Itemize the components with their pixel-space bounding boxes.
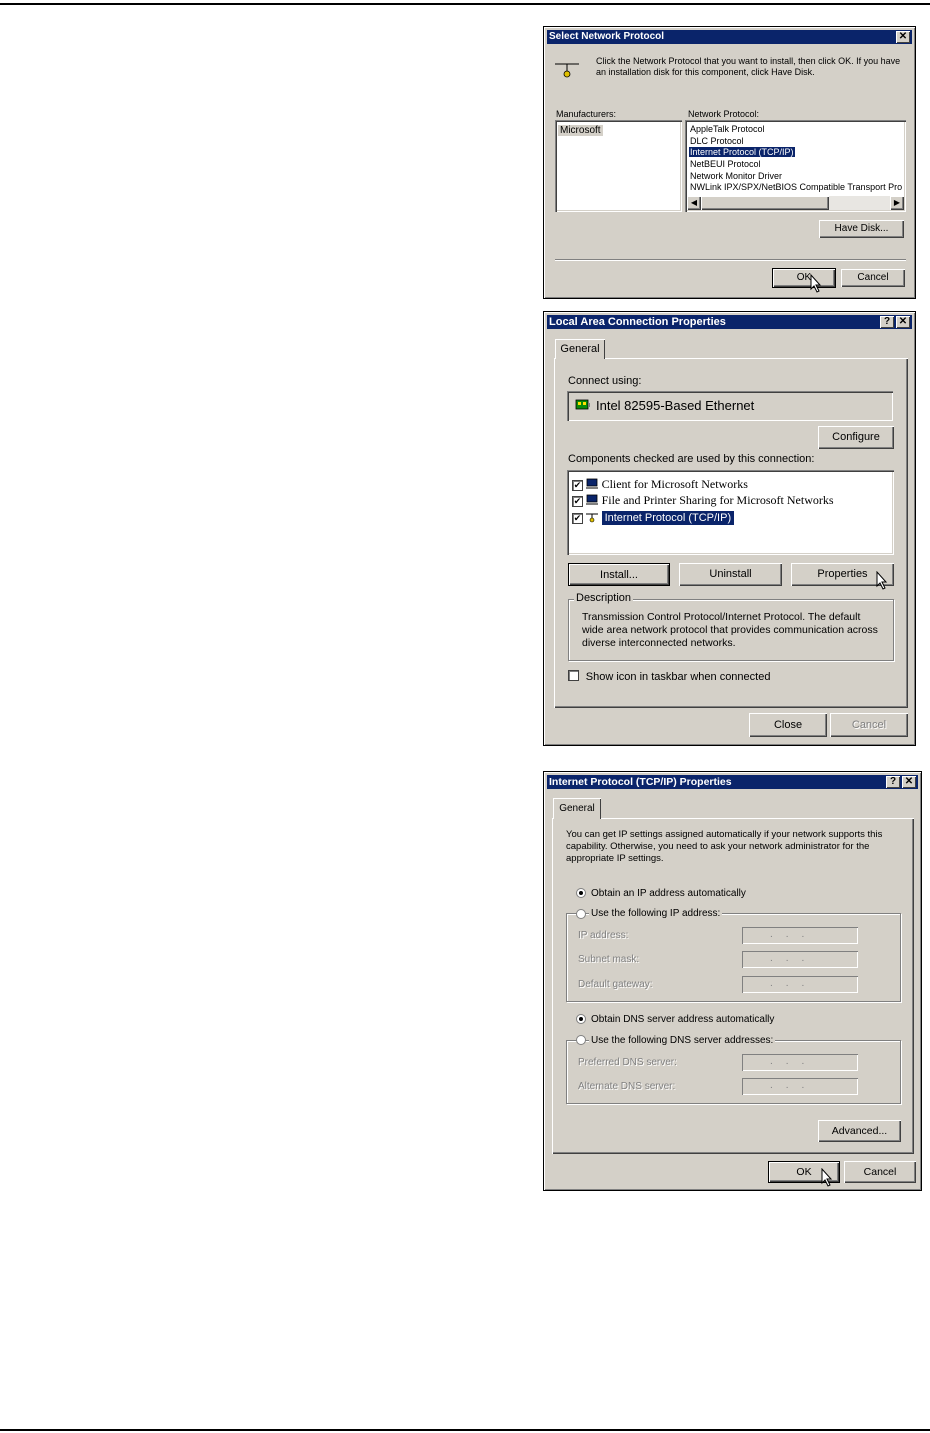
printer-sharing-icon: [585, 494, 599, 506]
help-icon[interactable]: ?: [886, 776, 900, 788]
local-area-connection-properties-dialog: [543, 311, 916, 746]
alternate-dns-label: Alternate DNS server:: [578, 1081, 676, 1092]
obtain-dns-radio[interactable]: [576, 1014, 586, 1024]
component-row-selected[interactable]: [573, 511, 734, 524]
ip-address-field[interactable]: ...: [742, 927, 858, 944]
close-button[interactable]: Close: [749, 713, 827, 737]
component-checkbox[interactable]: ✔: [573, 513, 582, 523]
scroll-thumb[interactable]: [701, 196, 829, 210]
select-network-protocol-dialog: [543, 26, 916, 299]
tcpip-properties-dialog: [543, 771, 922, 1191]
intro-text: You can get IP settings assigned automatically if your network supports this capability. Otherwise, you need to ask your network administrator for the appropriate IP settings.: [566, 829, 883, 864]
close-icon[interactable]: ✕: [902, 776, 916, 788]
separator: [555, 259, 906, 260]
component-label: Internet Protocol (TCP/IP): [602, 511, 735, 525]
uninstall-button[interactable]: Uninstall: [679, 563, 782, 586]
subnet-mask-label: Subnet mask:: [578, 954, 640, 965]
network-adapter-icon: [575, 398, 591, 412]
cancel-button[interactable]: Cancel: [844, 1161, 916, 1183]
adapter-name: Intel 82595-Based Ethernet: [596, 398, 755, 413]
advanced-button[interactable]: Advanced...: [818, 1120, 901, 1142]
ok-button[interactable]: OK: [772, 268, 836, 288]
horizontal-scrollbar[interactable]: [687, 196, 904, 210]
component-checkbox[interactable]: ✔: [573, 496, 582, 506]
network-protocol-icon: [585, 511, 599, 523]
adapter-field: [567, 391, 893, 421]
help-icon[interactable]: ?: [880, 316, 894, 328]
page-bottom-rule: [0, 1429, 930, 1431]
close-icon[interactable]: ✕: [896, 31, 910, 43]
tab-general[interactable]: General: [553, 798, 601, 819]
use-ip-label[interactable]: Use the following IP address:: [591, 908, 721, 919]
mouse-cursor-icon: [876, 571, 888, 590]
list-item[interactable]: AppleTalk Protocol: [690, 124, 765, 134]
dialog-title: Local Area Connection Properties: [549, 316, 726, 328]
selected-protocol: Internet Protocol (TCP/IP): [690, 147, 794, 157]
subnet-mask-field[interactable]: ...: [742, 951, 858, 968]
obtain-ip-radio[interactable]: [576, 888, 586, 898]
component-label: Client for Microsoft Networks: [601, 477, 748, 491]
components-list[interactable]: [567, 470, 894, 555]
list-item[interactable]: NWLink IPX/SPX/NetBIOS Compatible Transport Pro: [690, 182, 903, 192]
connect-using-label: Connect using:: [568, 375, 642, 387]
show-icon-checkbox-row[interactable]: [569, 671, 770, 683]
component-row[interactable]: [573, 477, 748, 492]
dialog-titlebar: [547, 775, 918, 789]
description-label: Description: [576, 592, 632, 604]
list-item[interactable]: Network Monitor Driver: [690, 171, 783, 181]
dialog-titlebar: [547, 30, 912, 44]
page-top-rule: [0, 3, 930, 5]
show-icon-checkbox[interactable]: [569, 671, 578, 680]
dialog-title: Select Network Protocol: [549, 31, 665, 42]
description-text: Transmission Control Protocol/Internet Protocol. The default wide area network protocol that provides communication across diverse interconnected networks.: [582, 611, 878, 649]
manufacturer-microsoft: Microsoft: [560, 125, 601, 136]
default-gateway-field[interactable]: ...: [742, 976, 858, 993]
cancel-button[interactable]: Cancel: [841, 269, 905, 287]
ip-address-label: IP address:: [578, 930, 629, 941]
dialog-titlebar: [547, 315, 912, 329]
have-disk-button[interactable]: Have Disk...: [819, 220, 904, 238]
preferred-dns-field[interactable]: ...: [742, 1054, 858, 1071]
dialog-title: Internet Protocol (TCP/IP) Properties: [549, 776, 732, 788]
protocol-list[interactable]: [685, 120, 906, 212]
network-protocol-icon: [553, 59, 581, 79]
component-label: File and Printer Sharing for Microsoft Networks: [601, 493, 834, 507]
cancel-button[interactable]: Cancel: [830, 713, 908, 737]
list-item[interactable]: DLC Protocol: [690, 136, 744, 146]
obtain-ip-label[interactable]: Obtain an IP address automatically: [591, 888, 746, 899]
use-dns-label[interactable]: Use the following DNS server addresses:: [591, 1035, 774, 1046]
manufacturers-list[interactable]: [555, 120, 682, 212]
components-label: Components checked are used by this connection:: [568, 453, 815, 465]
computer-icon: [585, 478, 599, 490]
mouse-cursor-icon: [810, 274, 822, 293]
component-row[interactable]: [573, 493, 834, 508]
use-ip-radio[interactable]: [576, 909, 586, 919]
scroll-right-icon[interactable]: ▶: [890, 196, 904, 210]
list-item[interactable]: [558, 125, 603, 136]
properties-button[interactable]: Properties: [791, 563, 894, 586]
obtain-dns-label[interactable]: Obtain DNS server address automatically: [591, 1014, 775, 1025]
default-gateway-label: Default gateway:: [578, 979, 653, 990]
instruction-text: Click the Network Protocol that you want to install, then click OK. If you have an installation disk for this component, click Have Disk.: [596, 56, 901, 77]
configure-button[interactable]: Configure: [818, 426, 894, 449]
use-dns-radio[interactable]: [576, 1035, 586, 1045]
network-protocol-label: Network Protocol:: [688, 109, 760, 119]
scroll-left-icon[interactable]: ◀: [687, 196, 701, 210]
tab-general[interactable]: General: [555, 339, 605, 359]
preferred-dns-label: Preferred DNS server:: [578, 1057, 677, 1068]
list-item[interactable]: NetBEUI Protocol: [690, 159, 761, 169]
alternate-dns-field[interactable]: ...: [742, 1078, 858, 1095]
list-item-selected[interactable]: [689, 147, 795, 158]
close-icon[interactable]: ✕: [896, 316, 910, 328]
show-icon-label: Show icon in taskbar when connected: [585, 671, 771, 683]
mouse-cursor-icon: [821, 1168, 833, 1187]
install-button[interactable]: Install...: [568, 563, 670, 586]
ok-button[interactable]: OK: [768, 1161, 840, 1183]
component-checkbox[interactable]: ✔: [573, 480, 582, 490]
manufacturers-label: Manufacturers:: [556, 109, 617, 119]
